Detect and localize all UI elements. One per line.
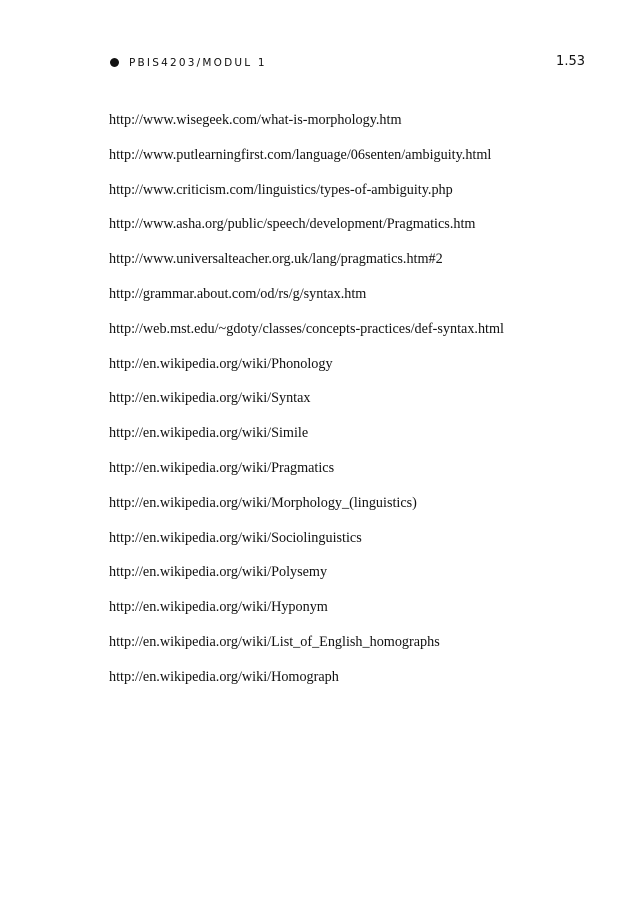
reference-item: http://en.wikipedia.org/wiki/Homograph	[109, 668, 339, 685]
page-number: 1.53	[556, 54, 585, 69]
module-code: PBIS4203/MODUL 1	[129, 57, 267, 69]
reference-item: http://en.wikipedia.org/wiki/Phonology	[109, 355, 333, 372]
reference-item: http://en.wikipedia.org/wiki/Pragmatics	[109, 459, 335, 476]
reference-item: http://www.wisegeek.com/what-is-morphology.htm	[109, 112, 402, 128]
reference-item: http://www.universalteacher.org.uk/lang/pragmatics.htm#2	[109, 251, 443, 268]
bullet-icon	[110, 58, 119, 67]
reference-list	[109, 110, 589, 702]
reference-item: http://en.wikipedia.org/wiki/List_of_English_homographs	[109, 633, 440, 650]
reference-item: http://www.asha.org/public/speech/development/Pragmatics.htm	[109, 216, 476, 233]
reference-item: http://web.mst.edu/~gdoty/classes/concepts-practices/def-syntax.html	[109, 320, 504, 337]
reference-item: http://www.criticism.com/linguistics/types-of-ambiguity.php	[109, 181, 453, 198]
reference-item: http://en.wikipedia.org/wiki/Polysemy	[109, 564, 328, 581]
reference-item: http://en.wikipedia.org/wiki/Sociolinguistics	[109, 529, 362, 546]
reference-item: http://en.wikipedia.org/wiki/Simile	[109, 425, 309, 442]
page-header	[109, 52, 585, 74]
reference-item: http://en.wikipedia.org/wiki/Syntax	[109, 390, 311, 407]
reference-item: http://en.wikipedia.org/wiki/Hyponym	[109, 599, 328, 616]
reference-item: http://en.wikipedia.org/wiki/Morphology_(linguistics)	[109, 494, 417, 511]
reference-item: http://www.putlearningfirst.com/language/06senten/ambiguity.html	[109, 146, 492, 163]
reference-item: http://grammar.about.com/od/rs/g/syntax.htm	[109, 285, 367, 302]
